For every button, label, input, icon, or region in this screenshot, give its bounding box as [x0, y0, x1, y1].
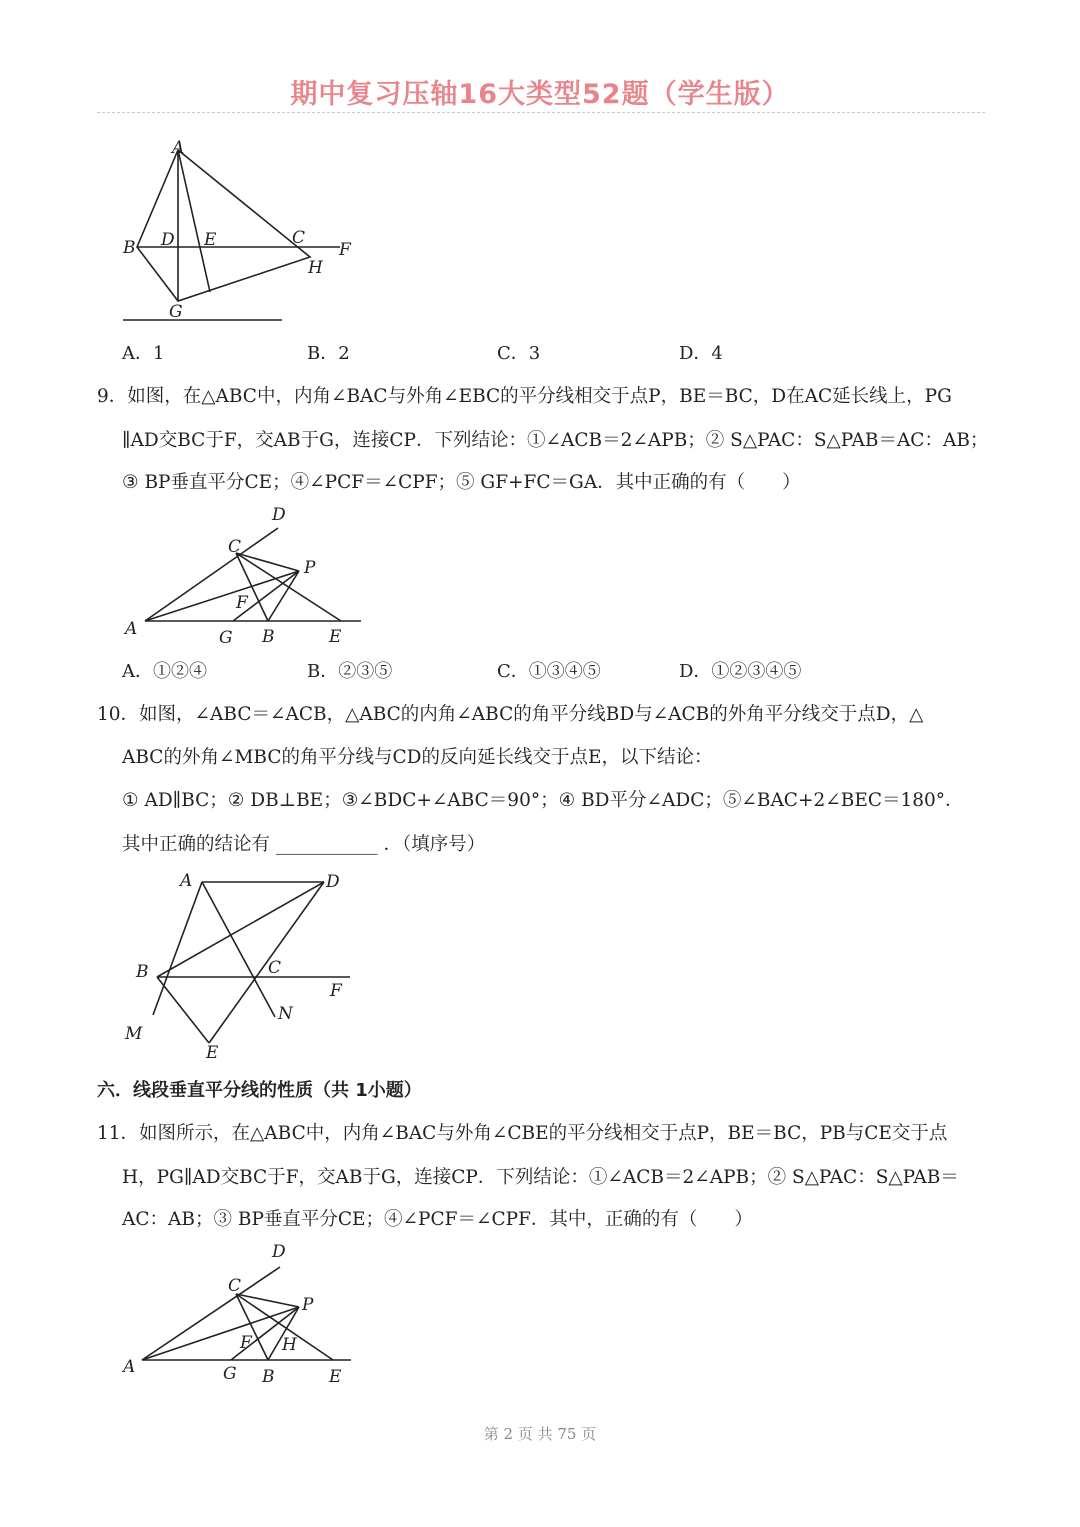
page-footer: 第 2 页 共 75 页: [483, 1425, 597, 1443]
q10-label-m: M: [125, 1024, 143, 1044]
q10-label-f: F: [330, 981, 342, 1001]
q9-option-b: B．②③⑤: [307, 661, 393, 682]
q10-line-3: ① AD∥BC；② DB⊥BE；③∠BDC+∠ABC＝90°；④ BD平分∠ADC；⑤∠BAC+2∠BEC＝180°．: [122, 790, 964, 811]
q9-label-g: G: [219, 628, 233, 648]
q10-line-be: [157, 977, 209, 1043]
q10-label-b: B: [136, 962, 149, 982]
section-heading: 六．线段垂直平分线的性质（共 1小题）: [97, 1080, 422, 1101]
q8-label-a: A: [172, 138, 185, 158]
q10-line-2: ABC的外角∠MBC的角平分线与CD的反向延长线交于点E，以下结论：: [122, 747, 713, 768]
q9-label-b: B: [262, 627, 275, 647]
q9-label-p: P: [304, 558, 316, 578]
q10-label-d: D: [326, 872, 340, 892]
q11-label-a: A: [123, 1357, 136, 1377]
q9-line-2: ∥AD交BC于F，交AB于G，连接CP．下列结论：①∠ACB＝2∠APB；② S△PAC：S△PAB＝AC：AB；: [122, 430, 989, 451]
q10-line-bd: [157, 882, 324, 977]
q10-line-4: 其中正确的结论有 ___________ ．（填序号）: [122, 834, 486, 855]
q9-option-a: A．①②④: [122, 661, 207, 682]
q8-option-d: D．4: [679, 343, 723, 364]
q10-line-1: 10．如图，∠ABC＝∠ACB，△ABC的内角∠ABC的角平分线BD与∠ACB的外角平分线交于点D，△: [97, 704, 924, 725]
q8-label-f: F: [339, 240, 351, 260]
q10-line-de: [209, 882, 324, 1043]
q8-option-b: B．2: [307, 343, 350, 364]
q11-label-e: E: [329, 1367, 342, 1387]
q10-label-e: E: [206, 1043, 219, 1063]
q10-label-a: A: [180, 871, 193, 891]
q11-line-2: H，PG∥AD交BC于F，交AB于G，连接CP．下列结论：①∠ACB＝2∠APB；② S△PAC：S△PAB＝: [122, 1167, 959, 1188]
q9-line-1: 9．如图，在△ABC中，内角∠BAC与外角∠EBC的平分线相交于点P，BE＝BC，D在AC延长线上，PG: [97, 386, 952, 407]
q9-line-pb: [268, 571, 299, 621]
q10-figure: [118, 865, 368, 1065]
q11-line-ap: [142, 1307, 299, 1360]
q10-label-c: C: [268, 958, 282, 978]
q11-line-ad: [142, 1267, 280, 1360]
q9-option-d: D．①②③④⑤: [679, 661, 802, 682]
q9-label-e: E: [329, 627, 342, 647]
q11-label-h: H: [282, 1335, 297, 1355]
q8-label-d: D: [161, 230, 175, 250]
q11-line-1: 11．如图所示，在△ABC中，内角∠BAC与外角∠CBE的平分线相交于点P，BE＝BC，PB与CE交于点: [97, 1123, 948, 1144]
q8-figure: [110, 135, 370, 330]
header-divider: [97, 112, 985, 113]
q10-label-n: N: [278, 1004, 293, 1024]
q10-line-am: [153, 882, 202, 1015]
q8-label-c: C: [292, 228, 306, 248]
q11-label-g: G: [223, 1364, 237, 1384]
q9-line-ad: [145, 528, 278, 621]
q9-figure: [118, 500, 368, 650]
page-title: 期中复习压轴16大类型52题（学生版）: [290, 79, 790, 110]
q11-label-f: F: [240, 1333, 252, 1353]
q9-line-cp: [236, 553, 299, 571]
q11-line-3: AC：AB；③ BP垂直平分CE；④∠PCF＝∠CPF．其中，正确的有（ ）: [122, 1209, 753, 1230]
q11-label-p: P: [302, 1295, 314, 1315]
q8-label-g: G: [169, 302, 183, 322]
q8-label-e: E: [204, 230, 217, 250]
q9-label-c: C: [228, 537, 242, 557]
q8-label-b: B: [123, 238, 136, 258]
q8-label-h: H: [308, 258, 323, 278]
q11-label-b: B: [262, 1367, 275, 1387]
q8-option-a: A．1: [122, 343, 165, 364]
q8-option-c: C．3: [497, 343, 541, 364]
q11-figure: [118, 1238, 368, 1388]
q9-line-3: ③ BP垂直平分CE；④∠PCF＝∠CPF；⑤ GF+FC＝GA．其中正确的有（ ）: [122, 472, 801, 493]
q10-line-an: [202, 882, 275, 1017]
q11-label-d: D: [272, 1242, 286, 1262]
q11-label-c: C: [228, 1276, 242, 1296]
q9-label-a: A: [125, 619, 138, 639]
q9-label-d: D: [272, 505, 286, 525]
q8-outline: [137, 150, 310, 301]
q9-label-f: F: [236, 593, 248, 613]
q9-option-c: C．①③④⑤: [497, 661, 601, 682]
